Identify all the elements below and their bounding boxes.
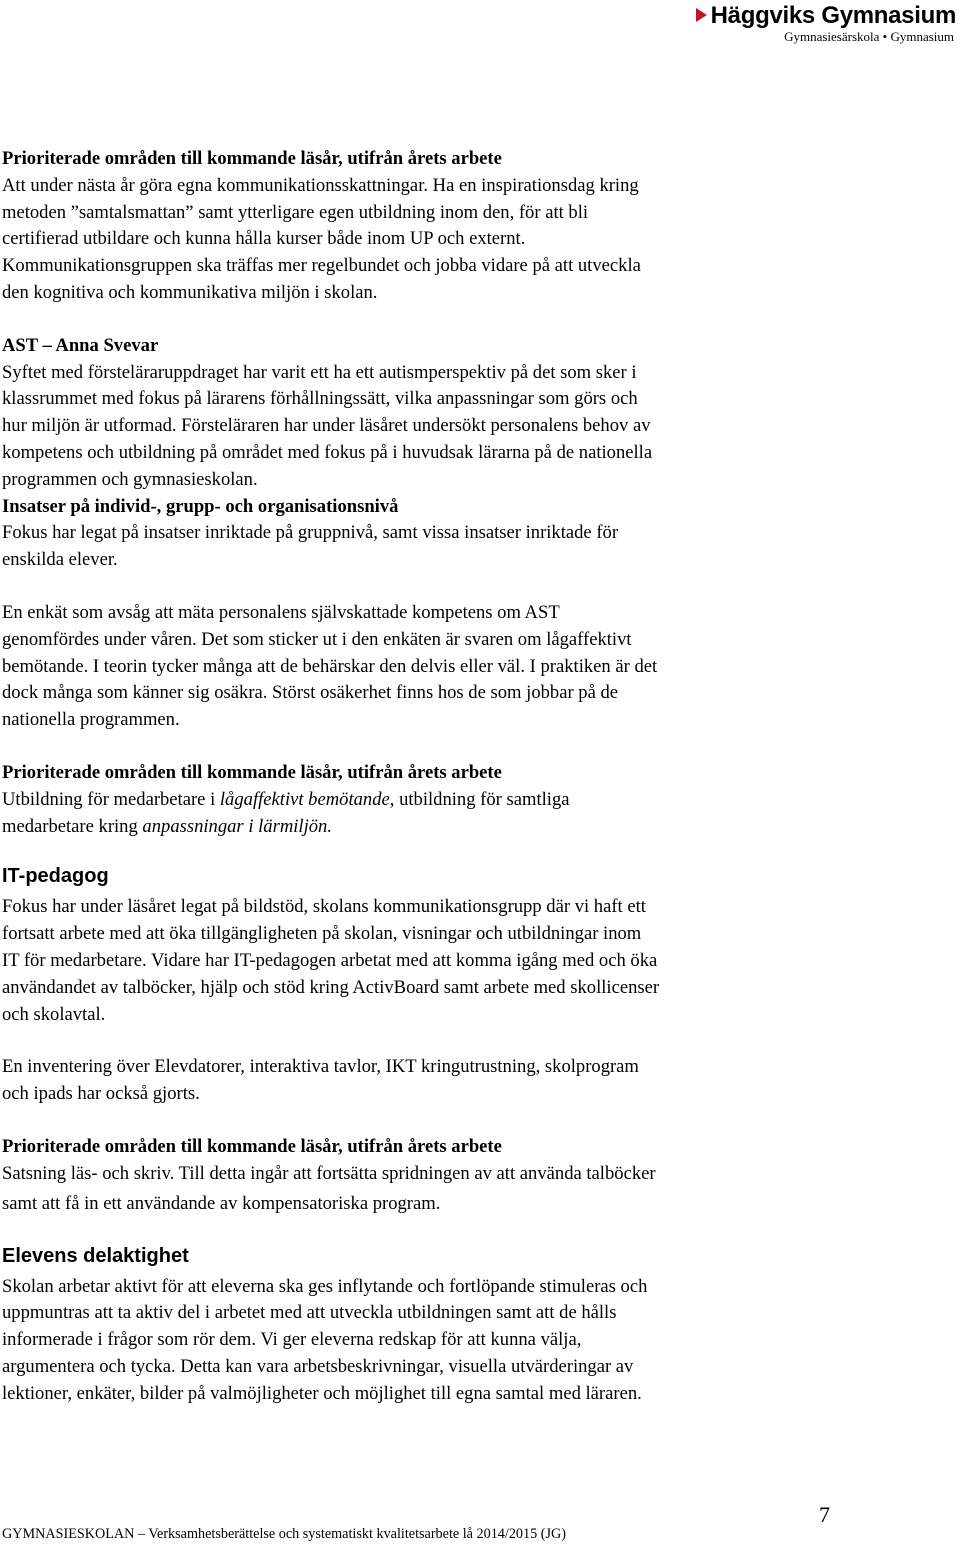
paragraph-line: uppmuntras att ta aktiv del i arbetet med att utveckla utbildningen samt att de hålls — [2, 1302, 617, 1324]
ast-subheading: Insatser på individ-, grupp- och organisationsnivå — [2, 495, 399, 517]
paragraph-line: dock många som känner sig osäkra. Störst osäkerhet finns hos de som jobbar på de — [2, 682, 619, 704]
it-heading: IT-pedagog — [2, 865, 109, 888]
paragraph-line: den kognitiva och kommunikativa miljön i skolan. — [2, 281, 378, 303]
paragraph-line: argumentera och tycka. Detta kan vara arbetsbeskrivningar, visuella utvärderingar av — [2, 1355, 634, 1377]
logo-name — [696, 2, 956, 30]
paragraph-line: Syftet med förstelärаruppdraget har varit ett ha ett autismperspektiv på det som sker i — [2, 361, 637, 383]
paragraph-line: samt att få in ett användande av kompensatoriska program. — [2, 1192, 441, 1214]
page-footer: GYMNASIESKOLAN – Verksamhetsberättelse och systematiskt kvalitetsarbete lå 2014/2015 (JG) — [2, 1526, 566, 1542]
paragraph-line: genomfördes under våren. Det som sticker ut i den enkäten är svaren om lågaffektivt — [2, 628, 632, 650]
logo-name-text: Häggviks Gymnasium — [710, 2, 956, 29]
emphasis-text: anpassningar i lärmiljön. — [142, 815, 333, 837]
paragraph-line: lektioner, enkäter, bilder på valmöjligheter och möjlighet till egna samtal med läraren. — [2, 1382, 642, 1404]
paragraph-line: fortsatt arbete med att öka tillgängligheten på skolan, visningar och utbildningar inom — [2, 923, 642, 945]
paragraph-line: Att under nästa år göra egna kommunikationsskattningar. Ha en inspirationsdag kring — [2, 174, 639, 196]
paragraph-line: och ipads har också gjorts. — [2, 1083, 200, 1105]
elev-heading: Elevens delaktighet — [2, 1244, 189, 1267]
paragraph-line: informerade i frågor som rör dem. Vi ger eleverna redskap för att kunna välja, — [2, 1329, 582, 1351]
logo-arrow-icon — [696, 8, 707, 22]
document-body — [2, 146, 942, 1407]
paragraph-line: Satsning läs- och skriv. Till detta ingår att fortsätta spridningen av att använda talböcker — [2, 1162, 656, 1184]
school-logo — [696, 2, 956, 46]
emphasis-text: lågaffektivt bemötande — [219, 788, 390, 810]
paragraph-line: certifierad utbildare och kunna hålla kurser både inom UP och externt. — [2, 228, 526, 250]
paragraph-line: bemötande. I teorin tycker många att de behärskar den delvis eller väl. I praktiken är det — [2, 655, 658, 677]
text-run: Utbildning för medarbetare i — [2, 788, 220, 810]
paragraph-line: klassrummet med fokus på lärarens förhållningssätt, vilka anpassningar som görs och — [2, 388, 638, 410]
paragraph-line: Fokus har under läsåret legat på bildstöd, skolans kommunikationsgrupp där vi haft ett — [2, 896, 646, 918]
text-run: medarbetare kring — [2, 815, 143, 837]
paragraph-line: Kommunikationsgruppen ska träffas mer regelbundet och jobba vidare på att utveckla — [2, 255, 641, 277]
text-run: , utbildning för samtliga — [389, 788, 570, 810]
paragraph-line: Skolan arbetar aktivt för att eleverna ska ges inflytande och fortlöpande stimuleras och — [2, 1275, 648, 1297]
ast-heading: AST – Anna Svevar — [2, 334, 159, 356]
section-heading: Prioriterade områden till kommande läsår, utifrån årets arbete — [2, 148, 502, 169]
paragraph-line: Fokus har legat på insatser inriktade på gruppnivå, samt vissa insatser inriktade för — [2, 522, 619, 544]
paragraph-line: programmen och gymnasieskolan. — [2, 468, 258, 490]
paragraph-line: En enkät som avsåg att mäta personalens självskattade kompetens om AST — [2, 601, 560, 623]
paragraph-line: IT för medarbetare. Vidare har IT-pedagogen arbetat med att komma igång med och öka — [2, 949, 658, 971]
paragraph-line — [2, 787, 942, 814]
page-number: 7 — [819, 1502, 830, 1527]
paragraph-line: nationella programmen. — [2, 709, 180, 731]
paragraph-line: enskilda elever. — [2, 549, 118, 571]
section-heading: Prioriterade områden till kommande läsår, utifrån årets arbete — [2, 1135, 502, 1157]
paragraph-line — [2, 814, 942, 841]
logo-subtitle: Gymnasiesärskola • Gymnasium — [784, 29, 954, 44]
paragraph-line: metoden ”samtalsmattan” samt ytterligare egen utbildning inom den, för att bli — [2, 201, 589, 223]
section-heading: Prioriterade områden till kommande läsår, utifrån årets arbete — [2, 761, 502, 783]
paragraph-line: kompetens och utbildning på området med fokus på i huvudsak lärarna på de nationella — [2, 441, 653, 463]
paragraph-line: En inventering över Elevdatorer, interaktiva tavlor, IKT kringutrustning, skolprogram — [2, 1056, 639, 1078]
paragraph-line: hur miljön är utformad. Försteläraren har under läsåret undersökt personalens behov av — [2, 415, 651, 437]
paragraph-line: och skolavtal. — [2, 1003, 106, 1025]
paragraph-line: användandet av talböcker, hjälp och stöd kring ActivBoard samt arbete med skollicenser — [2, 976, 660, 998]
